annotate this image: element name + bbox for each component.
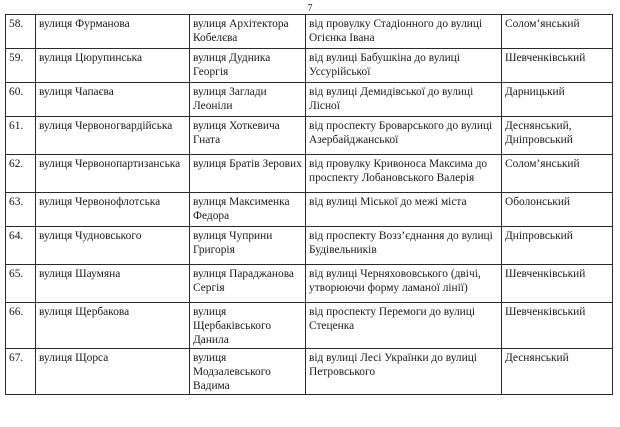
street-boundaries: від вулиці Лесі Українки до вулиці Петровського — [306, 349, 502, 395]
table-row — [6, 227, 613, 265]
district: Деснянський — [502, 349, 613, 395]
street-boundaries: від вулиці Черняхововського (двічі, утворюючи форму ламаної лінії) — [306, 265, 502, 303]
district: Дніпровський — [502, 227, 613, 265]
new-street-name: вулиця Братів Зерових — [190, 155, 306, 193]
district: Шевченківський — [502, 265, 613, 303]
district: Дарницький — [502, 83, 613, 117]
old-street-name: вулиця Чапаєва — [36, 83, 190, 117]
street-boundaries: від проспекту Перемоги до вулиці Стеценка — [306, 303, 502, 349]
row-number: 58. — [6, 15, 36, 49]
new-street-name: вулиця Щербаківського Данила — [190, 303, 306, 349]
table-row — [6, 349, 613, 395]
table-row — [6, 117, 613, 155]
table-row — [6, 83, 613, 117]
table-row — [6, 155, 613, 193]
street-boundaries: від провулку Стадіонного до вулиці Огієнка Івана — [306, 15, 502, 49]
row-number: 67. — [6, 349, 36, 395]
old-street-name: вулиця Щербакова — [36, 303, 190, 349]
new-street-name: вулиця Максименка Федора — [190, 193, 306, 227]
district: Деснянський, Дніпровський — [502, 117, 613, 155]
new-street-name: вулиця Дудника Георгія — [190, 49, 306, 83]
row-number: 61. — [6, 117, 36, 155]
street-boundaries: від проспекту Возз’єднання до вулиці Будівельників — [306, 227, 502, 265]
page-number: 7 — [307, 3, 313, 14]
old-street-name: вулиця Фурманова — [36, 15, 190, 49]
street-boundaries: від вулиці Міської до межі міста — [306, 193, 502, 227]
row-number: 62. — [6, 155, 36, 193]
district: Оболонський — [502, 193, 613, 227]
new-street-name: вулиця Модзалевського Вадима — [190, 349, 306, 395]
old-street-name: вулиця Червоногвардійська — [36, 117, 190, 155]
district: Солом’янський — [502, 155, 613, 193]
old-street-name: вулиця Цюрупинська — [36, 49, 190, 83]
street-boundaries: від проспекту Броварського до вулиці Азербайджанської — [306, 117, 502, 155]
new-street-name: вулиця Параджанова Сергія — [190, 265, 306, 303]
new-street-name: вулиця Хоткевича Гната — [190, 117, 306, 155]
table-row — [6, 303, 613, 349]
row-number: 60. — [6, 83, 36, 117]
row-number: 63. — [6, 193, 36, 227]
old-street-name: вулиця Чудновського — [36, 227, 190, 265]
new-street-name: вулиця Архітектора Кобелєва — [190, 15, 306, 49]
street-renaming-table — [5, 14, 613, 395]
table-row — [6, 15, 613, 49]
new-street-name: вулиця Чуприни Григорія — [190, 227, 306, 265]
old-street-name: вулиця Червонопартизанська — [36, 155, 190, 193]
row-number: 65. — [6, 265, 36, 303]
street-boundaries: від провулку Кривоноса Максима до проспекту Лобановського Валерія — [306, 155, 502, 193]
district: Солом’янський — [502, 15, 613, 49]
old-street-name: вулиця Червонофлотська — [36, 193, 190, 227]
old-street-name: вулиця Шаумяна — [36, 265, 190, 303]
old-street-name: вулиця Щорса — [36, 349, 190, 395]
table-row — [6, 193, 613, 227]
row-number: 66. — [6, 303, 36, 349]
district: Шевченківський — [502, 303, 613, 349]
table-row — [6, 265, 613, 303]
new-street-name: вулиця Заглади Леоніли — [190, 83, 306, 117]
street-boundaries: від вулиці Бабушкіна до вулиці Уссурійської — [306, 49, 502, 83]
street-boundaries: від вулиці Демидівської до вулиці Лісної — [306, 83, 502, 117]
row-number: 59. — [6, 49, 36, 83]
row-number: 64. — [6, 227, 36, 265]
table-row — [6, 49, 613, 83]
district: Шевченківський — [502, 49, 613, 83]
